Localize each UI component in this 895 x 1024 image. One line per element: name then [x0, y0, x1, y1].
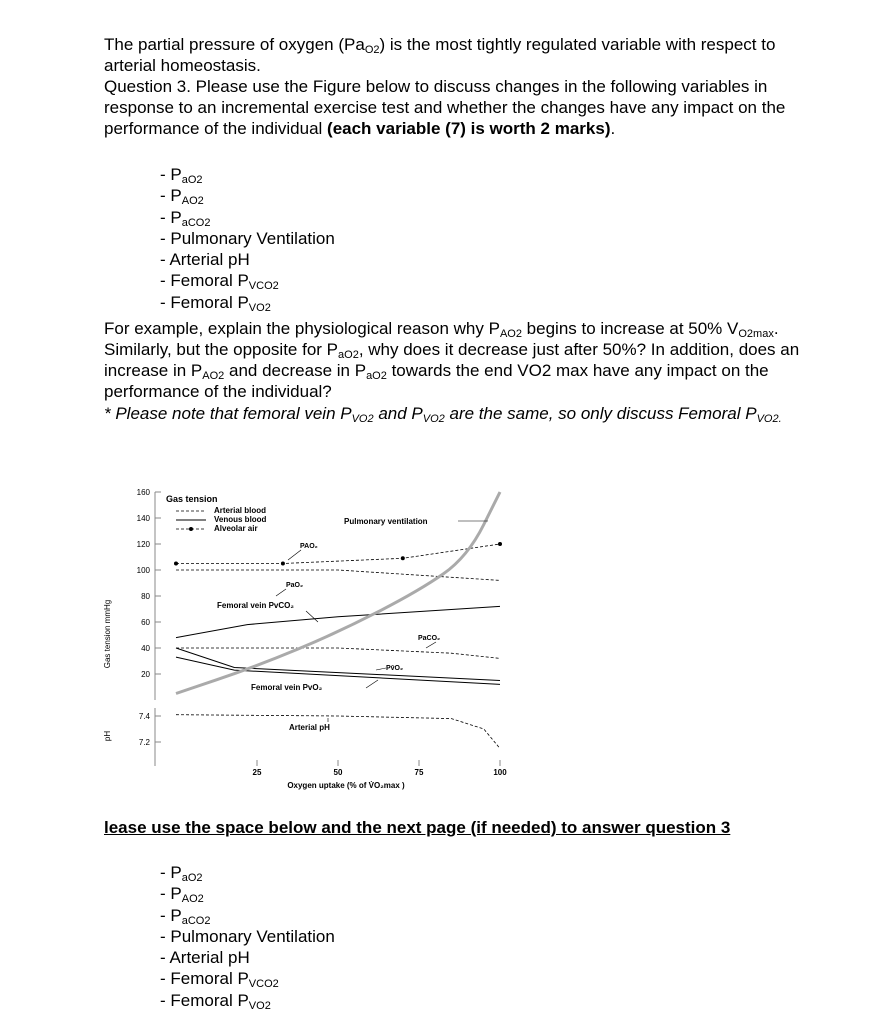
ph-axis-label: pH	[103, 730, 112, 742]
leader-PAO2	[288, 550, 301, 560]
answer-variable-item: - $P_{AO2}$	[160, 884, 204, 906]
leader-PaO2	[276, 589, 286, 596]
answer-variable-item: - $P_{aO2}$	[160, 863, 203, 884]
question-paragraph: Question 3. Please use the Figure below to discuss changes in the following variables in response to an incremental exercise test and whether the changes have any impact on the performance of the individual (each variable (7) is worth 2 marks).	[104, 77, 786, 138]
PAO2-point	[401, 556, 405, 560]
variable-item: - $P_{aCO2}$	[160, 207, 211, 229]
y-axis-label: Gas tension mmHg	[103, 599, 112, 669]
x-tick-label: 25	[252, 768, 262, 777]
intro-paragraph: The partial pressure of oxygen $(Pa_{O2})$ is the most tightly regulated variable with respect to arterial homeostasis.	[104, 35, 776, 75]
variable-item: - Femoral $P_{VCO2}$	[160, 271, 279, 293]
variable-list	[160, 164, 335, 313]
PAO2-point	[174, 562, 178, 566]
x-tick-label: 50	[333, 768, 343, 777]
PAO2-point	[281, 562, 285, 566]
legend-alveolar: Alveolar air	[214, 524, 258, 533]
legend-title: Gas tension	[166, 494, 218, 504]
leader-PvCO2	[306, 611, 318, 622]
y-tick-label: 100	[136, 566, 150, 575]
answer-variable-item: - Pulmonary Ventilation	[160, 926, 335, 946]
variable-item: - Femoral $P_{VO2}$	[160, 292, 271, 314]
y-tick-label: 160	[136, 488, 150, 497]
label-ventilation: Pulmonary ventilation	[344, 517, 428, 526]
leader-PvO2	[366, 680, 378, 688]
x-ticks	[253, 760, 508, 777]
PAO2-point	[498, 542, 502, 546]
series-PaO2	[176, 570, 500, 580]
label-PvO2-small: Pv̄O₂	[386, 665, 404, 672]
answer-variable-list	[160, 862, 335, 1011]
x-axis-label: Oxygen uptake (% of V̇O₂max )	[287, 781, 405, 790]
note-paragraph: * Please note that femoral vein $P_{VO2}$ and $P_{VO2}$ are the same, so only discuss Femoral $P_{VO2.}$	[104, 404, 782, 425]
series-PvO2-lower	[176, 657, 500, 684]
answer-variable-item: - Femoral $P_{VCO2}$	[160, 969, 279, 991]
answer-variable-item: - Femoral $P_{VO2}$	[160, 990, 271, 1012]
example-paragraph: For example, explain the physiological reason why $P_{AO2}$ begins to increase at 50% $V_{O2max}$. Similarly, but the opposite for $P_{aO2}$, why does it decrease just after 50%? In addition, does an increase in $P_{AO2}$ and decrease in $P_{aO2}$ towards the end VO2 max have any impact on the performance of the individual?	[104, 319, 800, 401]
legend-arterial: Arterial blood	[214, 506, 267, 515]
variable-item: - $P_{aO2}$	[160, 165, 203, 186]
label-PAO2: PAO₂	[300, 543, 318, 550]
label-PvO2: Femoral vein PvO₂	[251, 683, 323, 692]
variable-item: - Pulmonary Ventilation	[160, 228, 335, 248]
series-PAO2	[176, 544, 500, 564]
y-tick-label: 120	[136, 540, 150, 549]
y-tick-label: 140	[136, 514, 150, 523]
y-tick-label: 60	[141, 618, 150, 627]
label-PaCO2: PaCO₂	[418, 635, 441, 642]
y-tick-label: 20	[141, 670, 150, 679]
label-pH: Arterial pH	[289, 723, 330, 732]
answer-variable-item: - Arterial pH	[160, 948, 250, 968]
ph-tick-label: 7.2	[138, 738, 150, 747]
series-pH	[176, 715, 500, 749]
gas-tension-chart	[96, 484, 526, 804]
variable-item: - $P_{AO2}$	[160, 186, 204, 208]
x-tick-label: 100	[493, 768, 507, 777]
answer-instruction: lease use the space below and the next page (if needed) to answer question 3	[104, 818, 731, 837]
ph-tick-label: 7.4	[138, 712, 150, 721]
x-tick-label: 75	[414, 768, 424, 777]
y-tick-label: 80	[141, 592, 150, 601]
label-PvCO2: Femoral vein PvCO₂	[217, 601, 294, 610]
leader-PvO2-small	[376, 668, 386, 670]
ph-ticks	[139, 712, 161, 747]
leader-PaCO2	[426, 642, 436, 648]
answer-variable-item: - $P_{aCO2}$	[160, 905, 211, 927]
y-ticks	[137, 488, 161, 679]
series-PaCO2	[176, 648, 500, 658]
legend-alveolar-dot	[189, 527, 193, 531]
legend-venous: Venous blood	[214, 515, 267, 524]
label-PaO2: PaO₂	[286, 582, 304, 589]
variable-item: - Arterial pH	[160, 250, 250, 270]
y-tick-label: 40	[141, 644, 150, 653]
